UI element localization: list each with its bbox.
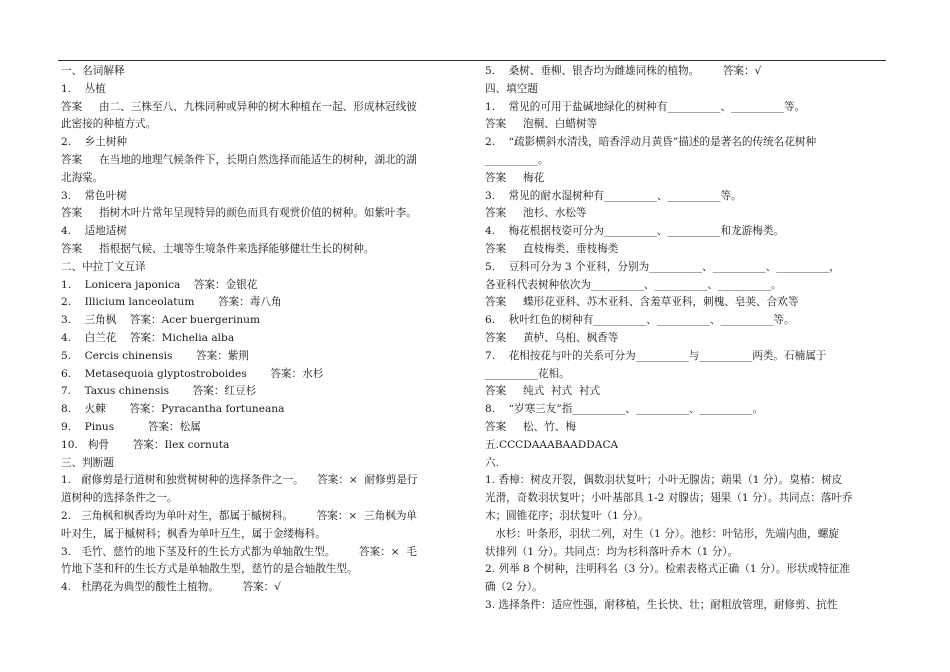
right-text-line: 2. “疏影横斜水清浅，暗香浮动月黄昏”描述的是著名的传统名花树种 <box>485 136 817 149</box>
right-text-line: 3. 选择条件：适应性强，耐移植，生长快、壮；耐粗放管理，耐修剪、抗性 <box>485 598 838 611</box>
right-text-line: 答案 蝶形花亚科、苏木亚科、含羞草亚科，刺槐、皂荚、合欢等 <box>485 296 799 309</box>
right-text-line: 答案 松、竹、梅 <box>485 420 576 433</box>
left-text-line: 10. 枸骨 答案：Ilex cornuta <box>61 438 230 451</box>
top-rule <box>58 60 886 61</box>
left-text-line: 2. Illicium lanceolatum 答案：毒八角 <box>61 296 282 309</box>
left-text-line: 道树种的选择条件之一。 <box>61 492 178 505</box>
left-text-line: 1. 耐修剪是行道树和独赏树树种的选择条件之一。 答案：× 耐修剪是行 <box>61 474 418 487</box>
left-text-line: 叶对生，属于槭树科；枫香为单叶互生，属于金缕梅科。 <box>61 527 326 540</box>
left-text-line: 二、中拉丁文互译 <box>61 260 146 273</box>
left-text-line: 三、判断题 <box>61 456 114 469</box>
left-text-line: 答案 指根据气候、土壤等生境条件来选择能够健壮生长的树种。 <box>61 242 375 255</box>
left-text-line: 一、名词解释 <box>61 65 125 77</box>
right-text-line: 5. 豆科可分为 3 个亚科，分别为__________、__________、__________， <box>485 260 840 273</box>
left-text-line: 此密接的种植方式。 <box>61 118 157 131</box>
right-text-line: 木；圆锥花序；羽状复叶（1 分）。 <box>485 509 649 522</box>
left-text-line: 8. 火棘 答案：Pyracantha fortuneana <box>61 403 285 416</box>
right-text-line: 答案 黄栌、乌桕、枫香等 <box>485 331 619 344</box>
right-text-line: 答案 梅花 <box>485 171 545 184</box>
left-text-line: 6. Metasequoia glyptostroboides 答案：水杉 <box>61 367 324 380</box>
right-text-line: 1. 香樟：树皮开裂，偶数羽状复叶；小叶无腺齿；蒴果（1 分）。臭椿：树皮 <box>485 474 843 487</box>
right-text-line: 各亚科代表树种依次为__________、__________、__________。 <box>485 278 782 291</box>
left-text-line: 4. 白兰花 答案：Michelia alba <box>61 331 235 344</box>
right-text-line: 7. 花相按花与叶的关系可分为__________与__________两类。石楠属于 <box>485 349 827 362</box>
right-text-line: 6. 秋叶红色的树种有__________、__________、__________等。 <box>485 314 795 327</box>
left-text-line: 答案 指树木叶片常年呈现特异的颜色而具有观赏价值的树种。如紫叶李。 <box>61 207 417 220</box>
right-text-line: 答案 泡桐、白蜡树等 <box>485 118 598 131</box>
right-text-line: __________花相。 <box>485 367 570 380</box>
left-text-line: 北海棠。 <box>61 171 104 184</box>
right-text-line: 答案 纯式 衬式 衬式 <box>485 385 601 398</box>
right-text-line: __________。 <box>485 153 549 166</box>
left-text-line: 答案 在当地的地理气候条件下，长期自然选择而能适生的树种，湖北的湖 <box>61 153 417 166</box>
right-text-line: 2. 列举 8 个树种，注明科名（3 分）。检索表格式正确（1 分）。形状或特征准 <box>485 563 850 576</box>
left-text-line: 答案 由二、三株至八、九株同种或异种的树木种植在一起、形成林冠线彼 <box>61 100 417 113</box>
right-text-line: 状排列（1 分）。共同点：均为杉科落叶乔木（1 分）。 <box>485 545 739 558</box>
right-text-line: 答案 池杉、水松等 <box>485 207 587 220</box>
right-text-line: 5. 桑树、垂柳、银杏均为雌雄同株的植物。 答案：√ <box>485 65 762 77</box>
left-text-line: 3. 三角枫 答案：Acer buergerinum <box>61 314 261 327</box>
right-text-line: 8. “岁寒三友”指__________、__________、__________。 <box>485 403 764 416</box>
left-text-line: 7. Taxus chinensis 答案：红豆杉 <box>61 385 257 398</box>
right-text-line: 六. <box>485 456 499 469</box>
right-text-line: 4. 梅花根据枝姿可分为__________、__________和龙游梅类。 <box>485 225 785 238</box>
left-text-line: 3. 常色叶树 <box>61 189 127 202</box>
right-text-line: 四、填空题 <box>485 82 538 95</box>
right-text-line: 确（2 分）。 <box>485 581 543 594</box>
left-text-line: 9. Pinus 答案：松属 <box>61 420 201 433</box>
right-text-line: 五.CCCDAAABAADDACA <box>485 438 619 451</box>
left-text-line: 竹地下茎和秆的生长方式是单轴散生型，慈竹的是合轴散生型。 <box>61 563 358 576</box>
left-text-line: 1. Lonicera japonica 答案：金银花 <box>61 278 258 291</box>
right-text-line: 水杉：叶条形，羽状二列，对生（1 分）。池杉：叶钻形，先端内曲，螺旋 <box>485 527 839 540</box>
right-text-line: 1. 常见的可用于盐碱地绿化的树种有__________、__________等。 <box>485 100 806 113</box>
left-text-line: 1. 丛植 <box>61 82 106 95</box>
left-text-line: 5. Cercis chinensis 答案：紫荆 <box>61 349 250 362</box>
right-text-line: 3. 常见的耐水湿树种有__________、__________等。 <box>485 189 742 202</box>
right-text-line: 光滑，奇数羽状复叶；小叶基部具 1-2 对腺齿；翅果（1 分）。共同点：落叶乔 <box>485 492 853 505</box>
left-text-line: 4. 杜鹃花为典型的酸性土植物。 答案：√ <box>61 581 282 594</box>
left-text-line: 3. 毛竹、慈竹的地下茎及秆的生长方式都为单轴散生型。 答案：× 毛 <box>61 545 418 558</box>
left-column <box>61 63 463 597</box>
right-column <box>485 63 887 615</box>
right-text-line: 答案 直枝梅类、垂枝梅类 <box>485 242 619 255</box>
left-text-line: 4. 适地适树 <box>61 225 127 238</box>
left-text-line: 2. 乡土树种 <box>61 136 127 149</box>
left-text-line: 2. 三角枫和枫香均为单叶对生，都属于槭树科。 答案：× 三角枫为单 <box>61 509 418 522</box>
